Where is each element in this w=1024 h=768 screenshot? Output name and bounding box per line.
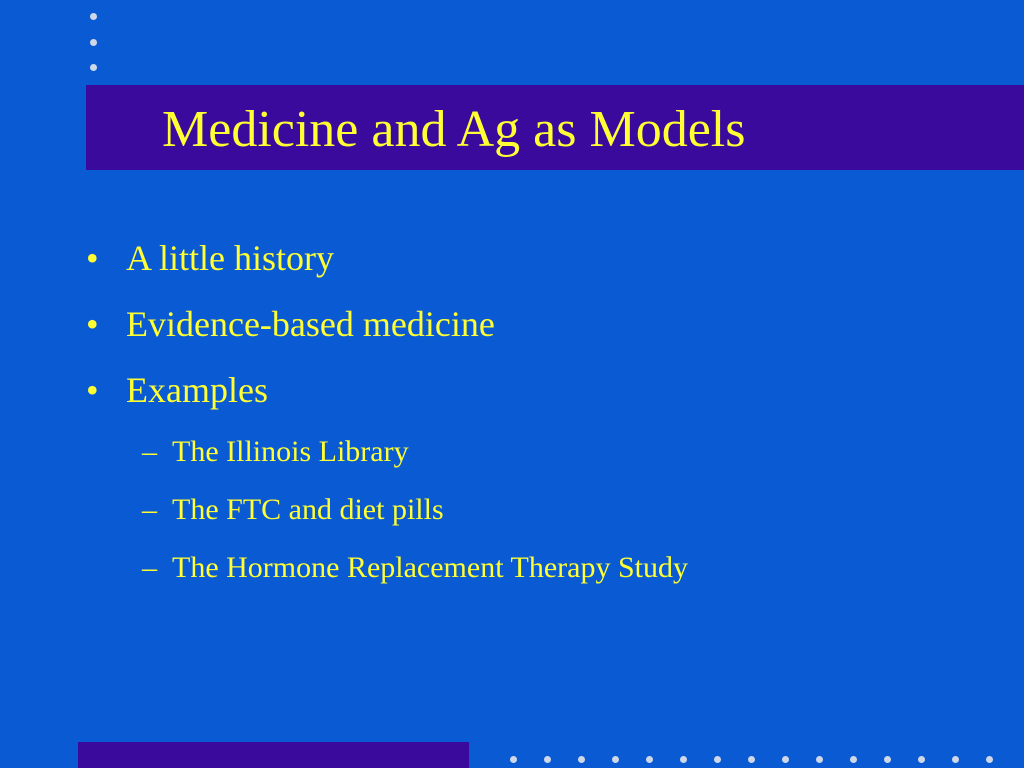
- decorative-dot: [90, 39, 97, 46]
- decorative-dot: [884, 756, 891, 763]
- bullet-text: A little history: [126, 238, 335, 278]
- bullet-marker: •: [86, 304, 99, 344]
- bullet-marker: •: [86, 238, 99, 278]
- sub-bullet-marker: –: [142, 435, 157, 468]
- footer-band: [78, 742, 469, 768]
- decorative-dot: [544, 756, 551, 763]
- decorative-dot: [850, 756, 857, 763]
- decorative-dot: [680, 756, 687, 763]
- slide-title: Medicine and Ag as Models: [162, 101, 746, 158]
- sub-bullet-text: The FTC and diet pills: [172, 493, 444, 526]
- sub-bullet-text: The Hormone Replacement Therapy Study: [172, 551, 688, 584]
- decorative-dot: [714, 756, 721, 763]
- decorative-dot: [612, 756, 619, 763]
- decorative-dot: [952, 756, 959, 763]
- bullet-item: [86, 298, 986, 350]
- decorative-dot: [748, 756, 755, 763]
- bullet-marker: •: [86, 370, 99, 410]
- decorative-dot: [90, 13, 97, 20]
- bullet-text: Evidence-based medicine: [126, 304, 495, 344]
- sub-bullet-item: [86, 488, 986, 532]
- sub-bullet-marker: –: [142, 551, 157, 584]
- sub-bullet-text: The Illinois Library: [172, 435, 409, 468]
- bullet-list: [86, 232, 986, 604]
- bullet-item: [86, 364, 986, 416]
- decorative-dot: [816, 756, 823, 763]
- decorative-dot: [782, 756, 789, 763]
- sub-bullet-marker: –: [142, 493, 157, 526]
- bullet-text: Examples: [126, 370, 268, 410]
- sub-bullet-item: [86, 546, 986, 590]
- decorative-dot: [90, 64, 97, 71]
- decorative-dot: [510, 756, 517, 763]
- decorative-dot: [986, 756, 993, 763]
- decorative-dot: [578, 756, 585, 763]
- decorative-dot: [918, 756, 925, 763]
- sub-bullet-item: [86, 430, 986, 474]
- bullet-item: [86, 232, 986, 284]
- decorative-dot: [646, 756, 653, 763]
